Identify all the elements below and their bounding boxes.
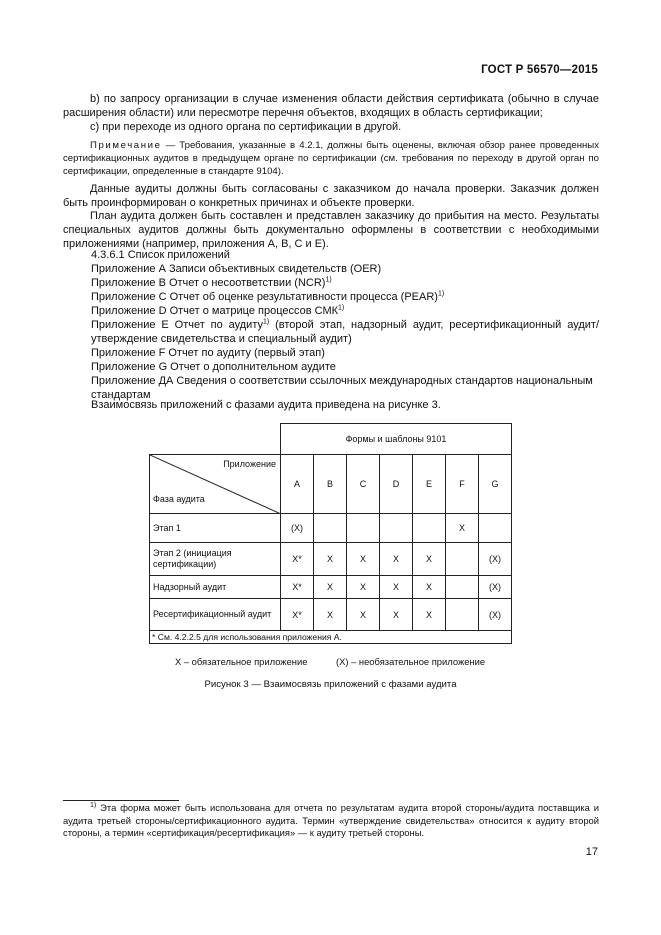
annex-item: Приложение F Отчет по аудиту (первый этап) — [91, 347, 325, 359]
standard-header: ГОСТ Р 56570—2015 — [481, 64, 598, 76]
table-row — [150, 514, 512, 543]
footnote-mark: 1) — [90, 801, 97, 809]
figure-caption: Рисунок 3 — Взаимосвязь приложений с фазами аудита — [204, 679, 457, 690]
footnote-rule — [63, 800, 179, 801]
matrix-cell: (X) — [479, 599, 512, 631]
matrix-cell: X* — [281, 543, 314, 576]
table-row — [150, 543, 512, 576]
paragraph-agreement: Данные аудиты должны быть согласованы с заказчиком до начала проверки. Заказчик должен быть проинформирован о конкретных причинах и объекте проверки. — [63, 183, 599, 209]
matrix-cell: X — [380, 576, 413, 599]
matrix-cell: X* — [281, 599, 314, 631]
legend-mandatory: X – обязательное приложение — [175, 656, 308, 667]
matrix-cell: (X) — [479, 576, 512, 599]
header-annex-label: Приложение — [223, 459, 276, 469]
note-paragraph — [63, 139, 599, 178]
matrix-cell: X — [347, 599, 380, 631]
matrix-cell — [479, 514, 512, 543]
phase-label: Ресертификационный аудит — [150, 599, 281, 631]
page-number: 17 — [585, 846, 598, 858]
matrix-cell: (X) — [479, 543, 512, 576]
column-header: B — [314, 455, 347, 514]
matrix-cell — [446, 576, 479, 599]
matrix-cell — [347, 514, 380, 543]
table-row — [150, 599, 512, 631]
matrix-cell: X — [314, 543, 347, 576]
header-diagonal-cell — [150, 455, 281, 514]
legend-optional: (X) – необязательное приложение — [336, 656, 486, 667]
matrix-cell: X — [413, 599, 446, 631]
matrix-cell — [446, 599, 479, 631]
paragraph-audit-plan: План аудита должен быть составлен и представлен заказчику до прибытия на место. Результаты специальных аудитов должны быть документально оформлены в соответствии с необходимыми приложениями (например, приложения А, B, C и E). — [63, 210, 599, 250]
matrix-cell — [446, 543, 479, 576]
matrix-cell: X — [380, 543, 413, 576]
note-label: Примечание — [90, 140, 162, 151]
annex-phase-matrix — [149, 423, 512, 644]
matrix-cell: X — [347, 576, 380, 599]
paragraph-c: c) при переходе из одного органа по сертификации в другой. — [90, 121, 402, 133]
annex-item: Приложение D Отчет о матрице процессов СМК$^{1)}$ — [91, 304, 345, 317]
matrix-cell: X — [314, 576, 347, 599]
matrix-cell — [314, 514, 347, 543]
annex-item: Приложение G Отчет о дополнительном аудите — [91, 361, 336, 373]
matrix-cell — [380, 514, 413, 543]
matrix-cell: X — [413, 543, 446, 576]
matrix-cell: (X) — [281, 514, 314, 543]
column-header: C — [347, 455, 380, 514]
table-footnote: * См. 4.2.2.5 для использования приложения А. — [150, 631, 512, 644]
figure-reference: Взаимосвязь приложений с фазами аудита приведена на рисунке 3. — [91, 399, 441, 411]
column-header: D — [380, 455, 413, 514]
matrix-cell: X — [347, 543, 380, 576]
table-row — [150, 576, 512, 599]
matrix-cell: X — [314, 599, 347, 631]
column-header: G — [479, 455, 512, 514]
matrix-cell — [413, 514, 446, 543]
footnote-text: Эта форма может быть использована для отчета по результатам аудита второй стороны/аудита поставщика и аудита третьей стороны/сертификационного аудита. Термин «утверждение свидетельства» относится к аудиту второй стороны, а термин «сертификация/ресертификация» — к аудиту третьей стороны. — [63, 802, 599, 838]
phase-label: Этап 1 — [150, 514, 281, 543]
matrix-cell: X — [446, 514, 479, 543]
note-text: — Требования, указанные в 4.2.1, должны быть оценены, включая обзор ранее проведенных сертификационных аудитов в предыдущем органе по сертификации (см. требования по переходу в другой орган по сертификации, определенные в стандарте 9104). — [63, 140, 599, 177]
column-header: F — [446, 455, 479, 514]
matrix-cell: X — [413, 576, 446, 599]
matrix-cell: X — [380, 599, 413, 631]
annex-item: Приложение А Записи объективных свидетельств (OER) — [91, 263, 382, 275]
column-header: A — [281, 455, 314, 514]
annex-item: Приложение ДА Сведения о соответствии ссылочных международных стандартов национальным стандартам — [91, 375, 593, 401]
paragraph-b: b) по запросу организации в случае изменения области действия сертификата (обычно в случае расширения области) или пересмотре перечня объектов, входящих в область сертификации; — [63, 93, 599, 119]
phase-label: Надзорный аудит — [150, 576, 281, 599]
annex-item: Приложение C Отчет об оценке результативности процесса (PEAR)$^{1)}$ — [91, 290, 445, 303]
annex-list-title: 4.3.6.1 Список приложений — [91, 249, 230, 261]
forms-title: Формы и шаблоны 9101 — [281, 424, 512, 455]
footnote — [63, 802, 599, 840]
annex-item: Приложение E Отчет по аудиту$^{1)}$ (второй этап, надзорный аудит, ресертификационный аудит/ утверждение свидетельства и специальный аудит) — [91, 318, 600, 345]
header-phase-label: Фаза аудита — [153, 494, 205, 504]
phase-label: Этап 2 (инициация сертификации) — [150, 543, 281, 576]
annex-item: Приложение B Отчет о несоответствии (NCR)$^{1)}$ — [91, 276, 332, 289]
column-header: E — [413, 455, 446, 514]
matrix-cell: X* — [281, 576, 314, 599]
